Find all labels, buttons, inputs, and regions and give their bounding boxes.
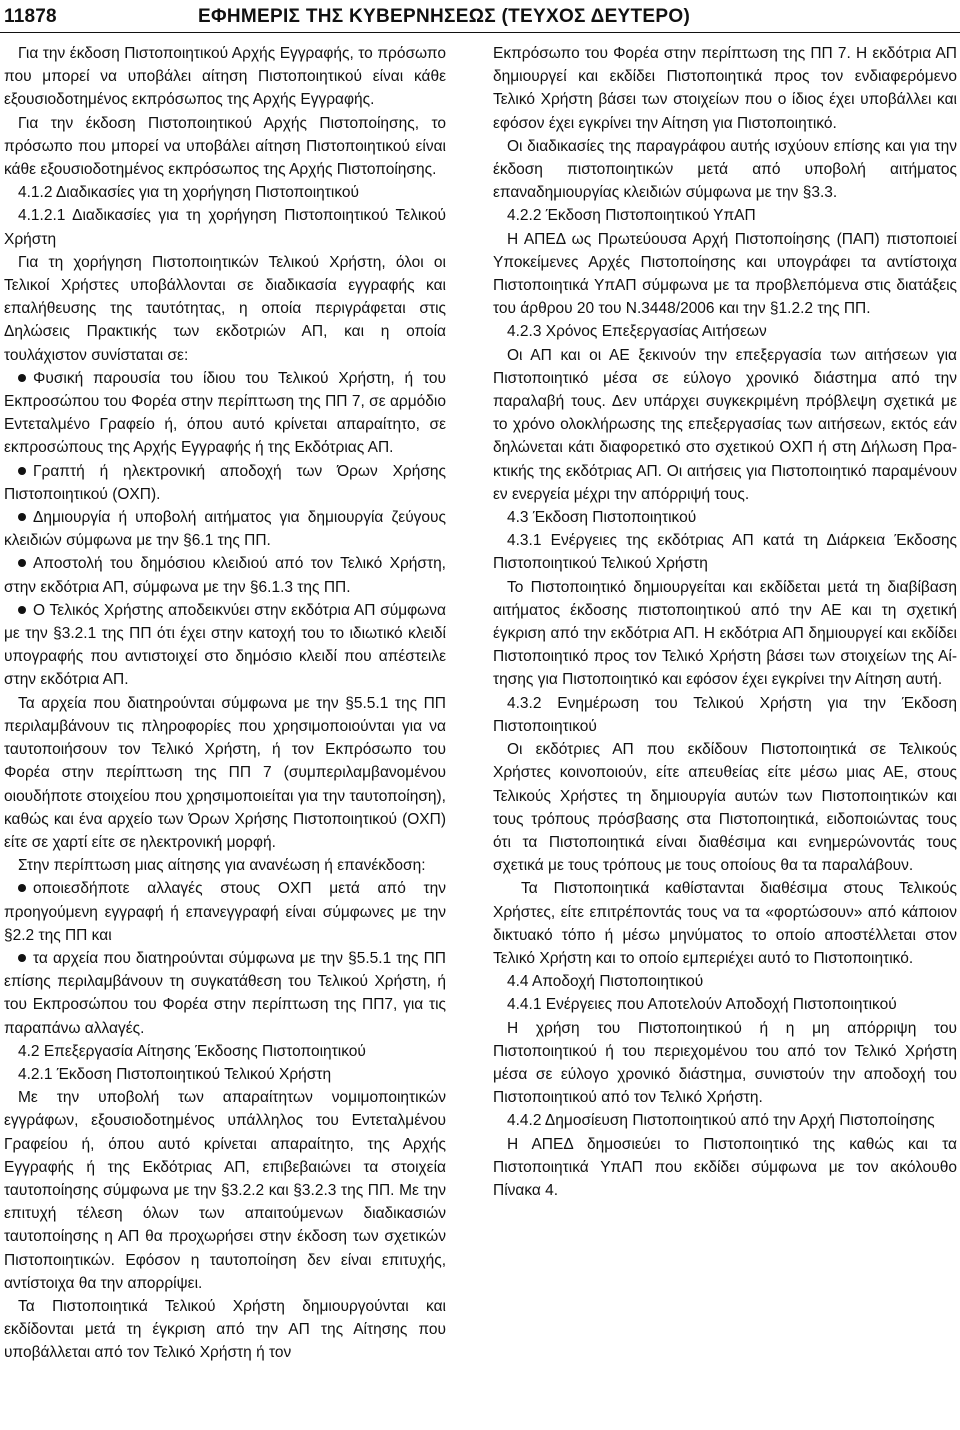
list-item-text: Δημιουργία ή υποβολή αιτήματος για δημιουργία ζεύγους κλειδιών σύμφωνα με την §6.1 της ΠΠ. [4,509,446,550]
list-item [4,552,446,598]
gazette-title: ΕΦΗΜΕΡΙΣ ΤΗΣ ΚΥΒΕΡΝΗΣΕΩΣ (ΤΕΥΧΟΣ ΔΕΥΤΕΡΟ) [198,6,691,27]
paragraph: Εκπρόσωπο του Φορέα στην περίπτωση της ΠΠ 7. Η εκδότρια ΑΠ δημιουργεί και εκδίδει Πιστοποιητικά προς τον ενδιαφερόμενο Τελικό Χρήστη βάσει των στοιχείων που ο ίδιος έχει υποβάλλει και εφόσον έχει εγκρίνει την Αίτηση για Πιστοποιητικό. [493,45,957,132]
bullet-icon [18,467,26,475]
header-rule [0,32,960,33]
section-heading: 4.3.1 Ενέργειες της εκδότριας ΑΠ κατά τη Διάρκεια Έκδοσης Πιστοποιητικού Τελικού Χρήστη [493,532,957,573]
page-number: 11878 [4,6,57,27]
list-item [4,947,446,1040]
section-heading: 4.1.2 Διαδικασίες για τη χορήγηση Πιστοποιητικού [18,184,360,202]
bullet-icon [18,884,26,892]
list-item [4,877,446,947]
bullet-icon [18,606,26,614]
right-column [493,42,957,1202]
section-heading: 4.3 Έκδοση Πιστοποιητικού [507,509,697,527]
paragraph: Με την υποβολή των απαραίτητων νομιμοποιητικών εγγράφων, εξουσιοδοτημένος υπάλληλος του Εντεταλμένου Γραφείου ή, όπου αυτό κρίνεται απαραίτητο, της Αρχής Εγγραφής ή της Εκδότριας ΑΠ, επιβεβαιώνει τα στοιχεία ταυτοποίησης σύμφωνα με την §3.2.2 και §3.2.3 της ΠΠ. Με την επιτυχή τέλεση όλων των απαιτούμενων διαδικασιών ταυτοποίησης η ΑΠ θα προχωρήσει στην έκδοση των σχετικών Πιστοποιητικών. Εφόσον η ταυτοποίηση δεν είναι επιτυχής, αντίστοιχα θα την απορρίψει. [4,1089,446,1292]
section-heading: 4.4.2 Δημοσίευση Πιστοποιητικού από την Αρχή Πιστοποίησης [507,1112,935,1130]
paragraph: Η χρήση του Πιστοποιητικού ή η μη απόρριψη του Πιστοποιητικού ή του περιεχομένου του από τον Τελικό Χρήστη μέσα σε εύλογο χρονικό διάστημα, συνιστούν την αποδοχή του Πιστοποιητικού από τον Τελικό Χρήστη. [493,1019,957,1107]
bullet-icon [18,954,26,962]
list-item [4,460,446,506]
paragraph: Η ΑΠΕΔ δημοσιεύει το Πιστοποιητικό της καθώς και τα Πιστοποιητικά ΥπΑΠ που εκδίδει σύμφωνα με τον ακόλουθο Πίνακα 4. [493,1135,957,1199]
paragraph: Οι εκδότριες ΑΠ που εκδίδουν Πιστοποιητικά σε Τελικούς Χρήστες κοινοποιούν, είτε απευθείας είτε μέσω μιας ΑΕ, στους Τελικούς Χρήστες τη δημιουργία αυτών των Πιστοποιητικών και τους τρόπους πρόσβασης στα Πιστοποιητικά, ειδοποιώντας τους ότι τα Πιστοποιητικά είναι διαθέσιμα και ενημερώνοντάς τους σχετικά με τους τρόπους με τους οποίους θα τα παραλάβουν. [493,741,957,875]
bullet-icon [18,559,26,567]
paragraph: Τα αρχεία που διατηρούνται σύμφωνα με την §5.5.1 της ΠΠ περιλαμβάνουν τις πληροφορίες που χρησιμοποιούνται για να ταυτοποιήσουν τον Τελικό Χρήστη, ή τον Εκπρόσωπο του Φορέα στην περίπτωση της ΠΠ 7 (συμπεριλαμβανομένου οιουδήποτε στοιχείου που χρησιμοποιείται για την ταυτοποίηση), καθώς και ένα αρχείο των Όρων Χρήσης Πιστοποιητικού (ΟΧΠ) είτε σε χαρτί είτε σε ηλεκτρονική μορφή. [4,694,446,851]
section-heading: 4.4 Αποδοχή Πιστοποιητικού [507,973,704,991]
paragraph: Στην περίπτωση μιας αίτησης για ανανέωση ή επανέκδοση: [18,857,426,875]
paragraph: Για την έκδοση Πιστοποιητικού Αρχής Εγγραφής, το πρόσωπο που μπορεί να υποβάλει αίτηση Πιστοποιητικού είναι κάθε εξουσιοδοτημένος εκπρόσωπος της Αρχής Εγγραφής. [4,45,446,109]
paragraph: Οι ΑΠ και οι ΑΕ ξεκινούν την επεξεργασία των αιτήσεων για Πιστοποιητικό μέσα σε εύλογο χρονικό διάστημα από την παραλαβή τους. Δεν υπάρχει συγκεκριμένη πρόβλεψη σχετικά με το χρόνο ολοκλήρωσης της επεξεργασίας των αιτήσεων, εκτός εάν δηλώνεται κάτι διαφορετικό στο σχετικού ΟΧΠ ή στη Δήλωση Πρακτικής της εκδότριας ΑΠ. Οι αιτήσεις για Πιστοποιητικό παραμένουν εν ενεργεία μέχρι την απόρριψή τους. [493,346,957,503]
list-item-text: Ο Τελικός Χρήστης αποδεικνύει στην εκδότρια ΑΠ σύμφωνα με την §3.2.1 της ΠΠ ότι έχει στην κατοχή του το ιδιωτικό κλειδί υπογραφής που αντιστοιχεί στο δημόσιο κλειδί που απέστειλε στην εκδότρια ΑΠ. [4,601,446,689]
list-item-text: Φυσική παρουσία του ίδιου του Τελικού Χρήστη, ή του Εκπροσώπου του Φορέα στην περίπτωση της ΠΠ 7, σε αρμόδιο Εντεταλμένο Γραφείο ή, όπου αυτό κρίνεται απαραίτητο, σε εκπροσώπους της Αρχής Εγγραφής ή της Εκδότριας ΑΠ. [4,369,446,457]
section-heading: 4.1.2.1 Διαδικασίες για τη χορήγηση Πιστοποιητικού Τελικού Χρήστη [4,207,446,248]
page-header [0,0,960,34]
list-item-text: οποιεσδήποτε αλλαγές στους ΟΧΠ μετά από την προηγούμενη εγγραφή ή επανεγγραφή είναι σύμφωνες με την §2.2 της ΠΠ και [4,880,446,944]
paragraph: Τα Πιστοποιητικά καθίστανται διαθέσιμα στους Τελικούς Χρήστες, είτε επιτρέποντάς τους να τα «φορτώσουν» από κάποιον δικτυακό τόπο ή μέσω μηνύματος το οποίο αποστέλλεται στον Τελικό Χρήστη και το οποίο εμπεριέχει αυτό το Πιστοποιητικό. [493,880,957,967]
paragraph: Η ΑΠΕΔ ως Πρωτεύουσα Αρχή Πιστοποίησης (ΠΑΠ) πιστοποιεί Υποκείμενες Αρχές Πιστοποίησης και υπογράφει τα αντίστοιχα Πιστοποιητικά ΥπΑΠ σύμφωνα με τα προβλεπόμενα στις διατάξεις του άρθρου 20 του Ν.3448/2006 και την §1.2.2 της ΠΠ. [493,230,957,318]
section-heading: 4.2 Επεξεργασία Αίτησης Έκδοσης Πιστοποιητικού [18,1042,366,1060]
section-heading: 4.4.1 Ενέργειες που Αποτελούν Αποδοχή Πιστοποιητικού [507,996,897,1014]
list-item [4,506,446,552]
paragraph: Οι διαδικασίες της παραγράφου αυτής ισχύουν επίσης και για την έκδοση πιστοποιητικών μετά από υποβολή αιτήματος επαναδημιουργίας κλειδιών σύμφωνα με την §3.3. [493,137,957,202]
section-heading: 4.3.2 Ενημέρωση του Τελικού Χρήστη για την Έκδοση Πιστοποιητικού [493,694,957,735]
paragraph: Για τη χορήγηση Πιστοποιητικών Τελικού Χρήστη, όλοι οι Τελικοί Χρήστες υποβάλλονται σε διαδικασία εγγραφής και επαλήθευσης της ταυτότητας, η οποία περιγράφεται στις Δηλώσεις Πρακτικής των εκδοτριών ΑΠ, και η οποία τουλάχιστον συνίσταται σε: [4,253,446,364]
list-item-text: Γραπτή ή ηλεκτρονική αποδοχή των Όρων Χρήσης Πιστοποιητικού (ΟΧΠ). [4,462,446,503]
bullet-icon [18,374,26,382]
paragraph: Για την έκδοση Πιστοποιητικού Αρχής Πιστοποίησης, το πρόσωπο που μπορεί να υποβάλει αίτηση Πιστοποιητικού είναι κάθε εξουσιοδοτημένος εκπρόσωπος της Αρχής Πιστοποίησης. [4,114,446,179]
left-column [4,42,446,1365]
section-heading: 4.2.3 Χρόνος Επεξεργασίας Αιτήσεων [507,323,767,341]
section-heading: 4.2.1 Έκδοση Πιστοποιητικού Τελικού Χρήστη [18,1065,332,1083]
list-item [4,599,446,692]
section-heading: 4.2.2 Έκδοση Πιστοποιητικού ΥπΑΠ [507,207,756,225]
list-item-text: Αποστολή του δημόσιου κλειδιού από τον Τελικό Χρήστη, στην εκδότρια ΑΠ, σύμφωνα με την §6.1.3 της ΠΠ. [4,555,446,596]
list-item-text: τα αρχεία που διατηρούνται σύμφωνα με την §5.5.1 της ΠΠ επίσης περιλαμβάνουν τη συγκατάθεση του Τελικού Χρήστη, ή του Εκπροσώπου του Φορέα στην περίπτωση της ΠΠ7, για τις παραπάνω αλλαγές. [4,949,446,1037]
bullet-icon [18,513,26,521]
paragraph: Τα Πιστοποιητικά Τελικού Χρήστη δημιουργούνται και εκδίδονται μετά τη έγκριση από την ΑΠ της Αίτησης που υποβάλλεται από τον Τελικό Χρήστη ή τον [4,1297,446,1362]
list-item [4,367,446,460]
paragraph: Το Πιστοποιητικό δημιουργείται και εκδίδεται μετά τη διαβίβαση αιτήματος έκδοσης πιστοποιητικού από την ΑΕ και τη σχετική έγκριση από την εκδότρια ΑΠ. Η εκδότρια ΑΠ δημιουργεί και εκδίδει Πιστοποιητικό προς τον Τελικό Χρήστη βάσει των στοιχείων της Αίτησης για Πιστοποιητικό και εφόσον έχει εγκρίνει την Αίτηση αυτή. [493,578,957,689]
